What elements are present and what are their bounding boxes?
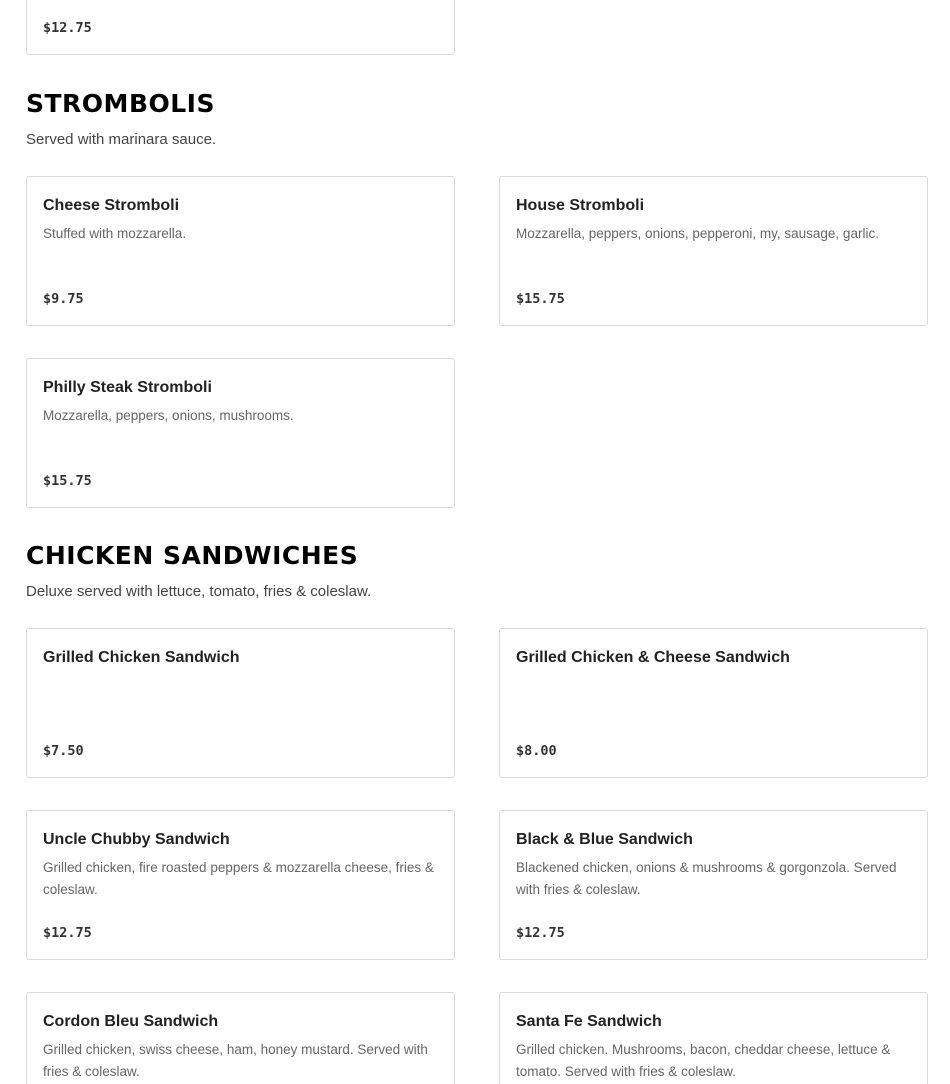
menu-item-card[interactable] bbox=[26, 628, 455, 778]
item-description: Grilled chicken, fire roasted peppers & mozzarella cheese, fries & coleslaw. bbox=[43, 860, 434, 897]
item-description: Blackened chicken, onions & mushrooms & gorgonzola. Served with fries & coleslaw. bbox=[516, 860, 897, 897]
menu-item-card[interactable] bbox=[26, 358, 455, 508]
item-description: Stuffed with mozzarella. bbox=[43, 226, 187, 241]
section-subtitle-strombolis: Served with marinara sauce. bbox=[26, 131, 217, 148]
item-name: Cordon Bleu Sandwich bbox=[43, 1013, 219, 1030]
item-price: $15.75 bbox=[516, 291, 565, 307]
item-name: House Stromboli bbox=[516, 197, 645, 214]
item-description: Grilled chicken. Mushrooms, bacon, cheddar cheese, lettuce & tomato. Served with fries & coleslaw. bbox=[516, 1042, 891, 1079]
section-subtitle-chicken-sandwiches: Deluxe served with lettuce, tomato, fries & coleslaw. bbox=[26, 583, 372, 600]
section-title-strombolis: STROMBOLIS bbox=[26, 89, 215, 118]
item-price: $12.75 bbox=[43, 20, 92, 36]
item-name: Philly Steak Stromboli bbox=[43, 379, 212, 396]
item-name: Uncle Chubby Sandwich bbox=[43, 831, 230, 848]
menu-item-card[interactable] bbox=[26, 992, 455, 1084]
menu-item-card[interactable] bbox=[499, 810, 928, 960]
item-name: Grilled Chicken & Cheese Sandwich bbox=[516, 649, 790, 666]
item-price: $12.75 bbox=[43, 925, 92, 941]
item-name: Santa Fe Sandwich bbox=[516, 1013, 662, 1030]
menu-item-card[interactable] bbox=[26, 810, 455, 960]
item-price: $9.75 bbox=[43, 291, 84, 307]
menu-item-card[interactable] bbox=[499, 628, 928, 778]
section-title-chicken-sandwiches: CHICKEN SANDWICHES bbox=[26, 541, 359, 570]
item-description: Mozzarella, peppers, onions, mushrooms. bbox=[43, 408, 294, 423]
item-description: Mozzarella, peppers, onions, pepperoni, my, sausage, garlic. bbox=[516, 226, 879, 241]
item-price: $12.75 bbox=[516, 925, 565, 941]
item-price: $7.50 bbox=[43, 743, 84, 759]
menu-item-card[interactable] bbox=[499, 176, 928, 326]
item-price: $15.75 bbox=[43, 473, 92, 489]
menu-item-card[interactable] bbox=[26, 176, 455, 326]
item-description: Grilled chicken, swiss cheese, ham, honey mustard. Served with fries & coleslaw. bbox=[43, 1042, 428, 1079]
item-name: Cheese Stromboli bbox=[43, 197, 180, 214]
menu-item-card[interactable] bbox=[26, 0, 455, 55]
item-name: Grilled Chicken Sandwich bbox=[43, 649, 240, 666]
menu-item-card[interactable] bbox=[499, 992, 928, 1084]
item-name: Black & Blue Sandwich bbox=[516, 831, 693, 848]
item-price: $8.00 bbox=[516, 743, 557, 759]
